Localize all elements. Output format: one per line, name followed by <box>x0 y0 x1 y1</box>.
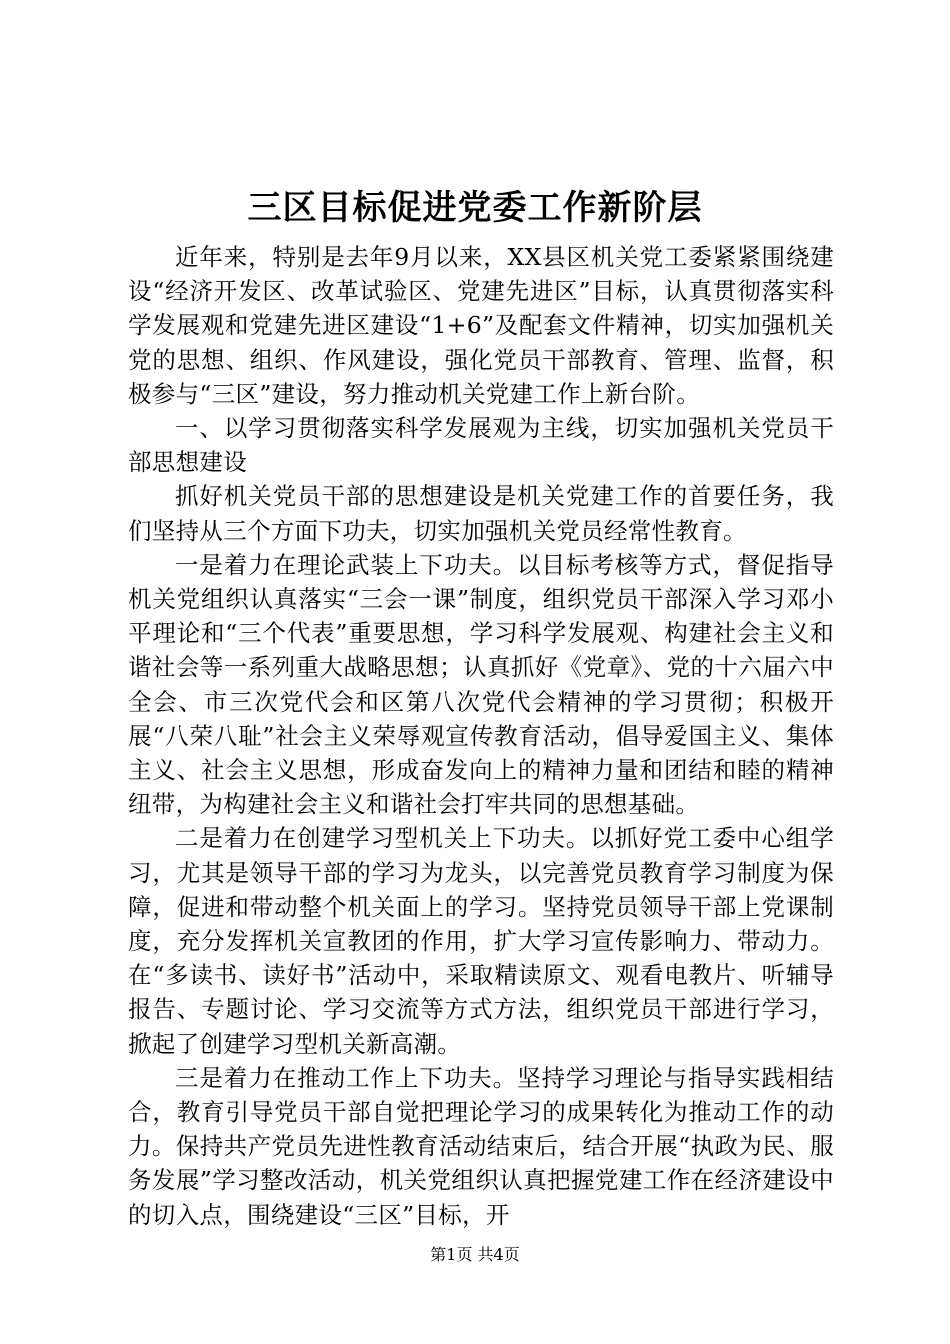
paragraph-section-summary: 抓好机关党员干部的思想建设是机关党建工作的首要任务，我们坚持从三个方面下功夫，切实加强机关党员经常性教育。 <box>128 482 834 545</box>
paragraph-intro: 近年来，特别是去年9月以来，XX县区机关党工委紧紧围绕建设“经济开发区、改革试验区、党建先进区”目标，认真贯彻落实科学发展观和党建先进区建设“1+6”及配套文件精神，切实加强机关党的思想、组织、作风建设，强化党员干部教育、管理、监督，积极参与“三区”建设，努力推动机关党建工作上新台阶。 <box>128 243 834 408</box>
paragraph-point-two: 二是着力在创建学习型机关上下功夫。以抓好党工委中心组学习，尤其是领导干部的学习为龙头，以完善党员教育学习制度为保障，促进和带动整个机关面上的学习。坚持党员领导干部上党课制度，充分发挥机关宣教团的作用，扩大学习宣传影响力、带动力。在“多读书、读好书”活动中，采取精读原文、观看电教片、听辅导报告、专题讨论、学习交流等方式方法，组织党员干部进行学习，掀起了创建学习型机关新高潮。 <box>128 824 834 1058</box>
paragraph-section-heading: 一、以学习贯彻落实科学发展观为主线，切实加强机关党员干部思想建设 <box>128 414 834 477</box>
document-body <box>128 240 834 1232</box>
document-title: 三区目标促进党委工作新阶层 <box>247 188 703 228</box>
paragraph-point-one: 一是着力在理论武装上下功夫。以目标考核等方式，督促指导机关党组织认真落实“三会一课”制度，组织党员干部深入学习邓小平理论和“三个代表”重要思想，学习科学发展观、构建社会主义和谐社会等一系列重大战略思想；认真抓好《党章》、党的十六届六中全会、市三次党代会和区第八次党代会精神的学习贯彻；积极开展“八荣八耻”社会主义荣辱观宣传教育活动，倡导爱国主义、集体主义、社会主义思想，形成奋发向上的精神力量和团结和睦的精神纽带，为构建社会主义和谐社会打牢共同的思想基础。 <box>128 550 834 819</box>
page-number-footer: 第1页 共4页 <box>430 1245 520 1264</box>
paragraph-point-three: 三是着力在推动工作上下功夫。坚持学习理论与指导实践相结合，教育引导党员干部自觉把理论学习的成果转化为推动工作的动力。保持共产党员先进性教育活动结束后，结合开展“执政为民、服务发展”学习整改活动，机关党组织认真把握党建工作在经济建设中的切入点，围绕建设“三区”目标，开 <box>128 1063 834 1229</box>
